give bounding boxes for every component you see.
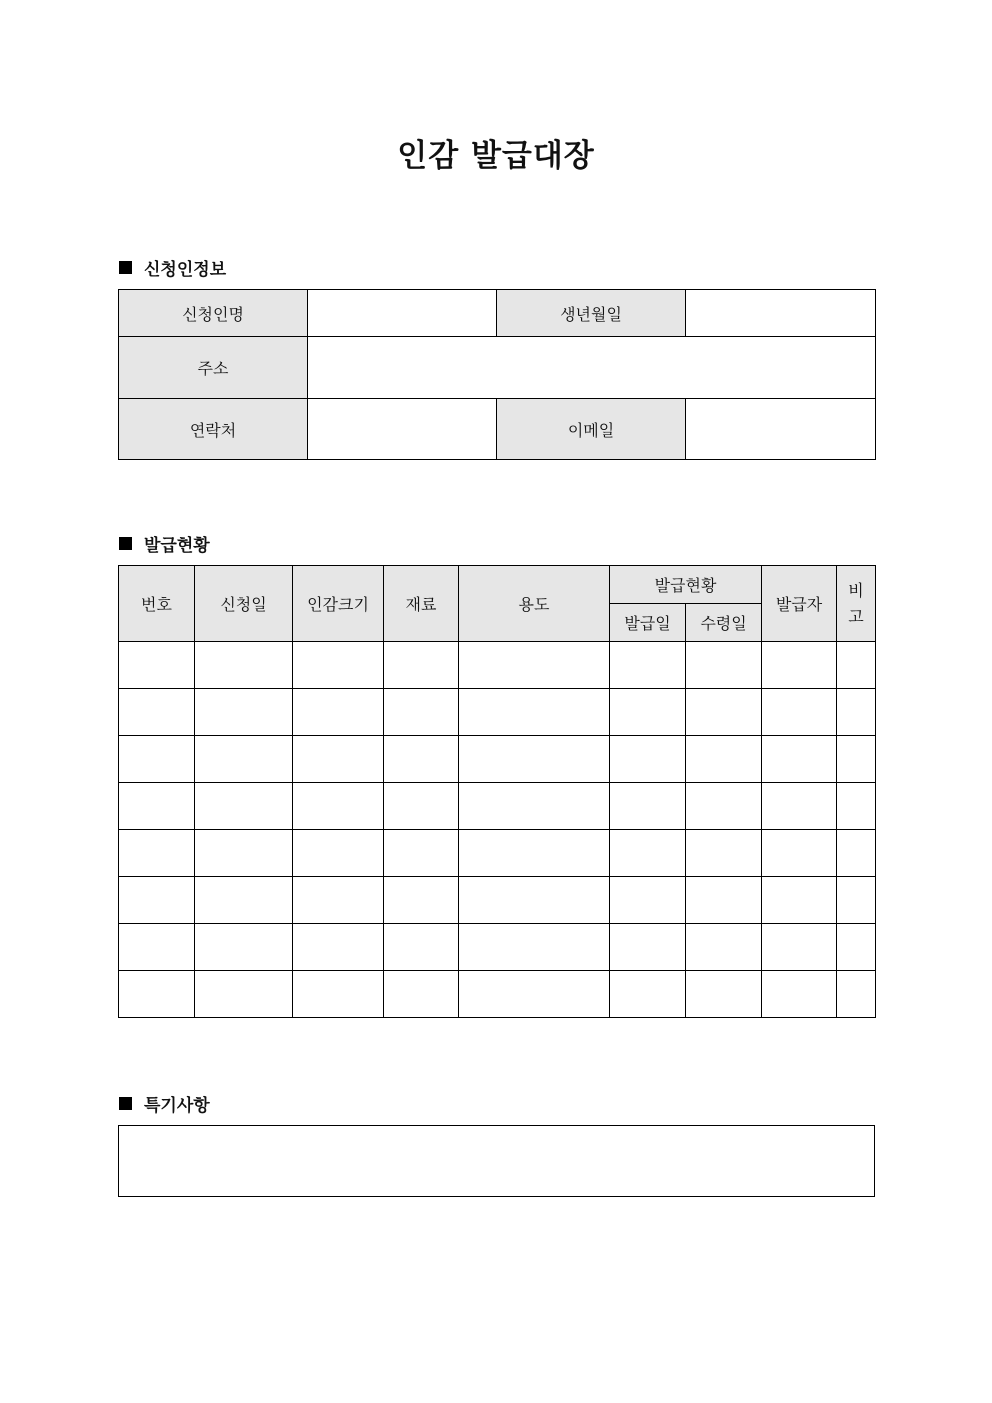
cell-material[interactable] (384, 924, 459, 971)
cell-issuer[interactable] (762, 924, 837, 971)
cell-issue-date[interactable] (610, 877, 686, 924)
cell-issue-date[interactable] (610, 689, 686, 736)
cell-remarks[interactable] (837, 642, 876, 689)
cell-request-date[interactable] (195, 736, 293, 783)
cell-issuer[interactable] (762, 783, 837, 830)
cell-seal-size[interactable] (293, 783, 384, 830)
email-label: 이메일 (497, 399, 686, 460)
cell-request-date[interactable] (195, 877, 293, 924)
col-purpose-header: 용도 (459, 566, 610, 642)
birth-date-field[interactable] (686, 290, 876, 337)
cell-seal-size[interactable] (293, 736, 384, 783)
cell-receipt-date[interactable] (686, 877, 762, 924)
cell-issuer[interactable] (762, 642, 837, 689)
cell-purpose[interactable] (459, 736, 610, 783)
remarks-header-char-2: 고 (848, 606, 864, 626)
cell-remarks[interactable] (837, 689, 876, 736)
cell-receipt-date[interactable] (686, 924, 762, 971)
cell-issuer[interactable] (762, 830, 837, 877)
col-material-header: 재료 (384, 566, 459, 642)
cell-receipt-date[interactable] (686, 642, 762, 689)
cell-material[interactable] (384, 877, 459, 924)
cell-issuer[interactable] (762, 689, 837, 736)
cell-issue-date[interactable] (610, 971, 686, 1018)
cell-purpose[interactable] (459, 830, 610, 877)
cell-number[interactable] (119, 924, 195, 971)
cell-receipt-date[interactable] (686, 971, 762, 1018)
col-number-header: 번호 (119, 566, 195, 642)
cell-receipt-date[interactable] (686, 783, 762, 830)
col-receipt-date-header: 수령일 (686, 604, 762, 642)
table-row (119, 830, 876, 877)
cell-number[interactable] (119, 642, 195, 689)
col-seal-size-header: 인감크기 (293, 566, 384, 642)
square-bullet-icon (119, 537, 132, 550)
cell-seal-size[interactable] (293, 877, 384, 924)
cell-purpose[interactable] (459, 971, 610, 1018)
cell-remarks[interactable] (837, 924, 876, 971)
cell-receipt-date[interactable] (686, 736, 762, 783)
cell-issue-date[interactable] (610, 924, 686, 971)
applicant-info-table (118, 289, 876, 460)
cell-seal-size[interactable] (293, 689, 384, 736)
remarks-section-heading (119, 1091, 210, 1116)
col-issue-date-header: 발급일 (610, 604, 686, 642)
applicant-section-title: 신청인정보 (144, 260, 227, 280)
remarks-textbox[interactable] (118, 1125, 875, 1197)
cell-request-date[interactable] (195, 783, 293, 830)
cell-issue-date[interactable] (610, 736, 686, 783)
remarks-header-char-1: 비 (848, 580, 864, 600)
square-bullet-icon (119, 1097, 132, 1110)
table-row (119, 689, 876, 736)
cell-request-date[interactable] (195, 971, 293, 1018)
contact-field[interactable] (308, 399, 497, 460)
cell-purpose[interactable] (459, 689, 610, 736)
cell-remarks[interactable] (837, 783, 876, 830)
cell-remarks[interactable] (837, 830, 876, 877)
cell-seal-size[interactable] (293, 830, 384, 877)
cell-material[interactable] (384, 736, 459, 783)
remarks-section-title: 특기사항 (144, 1096, 210, 1116)
cell-request-date[interactable] (195, 924, 293, 971)
cell-request-date[interactable] (195, 642, 293, 689)
applicant-name-field[interactable] (308, 290, 497, 337)
cell-number[interactable] (119, 830, 195, 877)
contact-label: 연락처 (119, 399, 308, 460)
cell-number[interactable] (119, 971, 195, 1018)
cell-material[interactable] (384, 830, 459, 877)
table-row (119, 783, 876, 830)
cell-remarks[interactable] (837, 877, 876, 924)
email-field[interactable] (686, 399, 876, 460)
table-row (119, 736, 876, 783)
cell-purpose[interactable] (459, 924, 610, 971)
cell-seal-size[interactable] (293, 642, 384, 689)
cell-issue-date[interactable] (610, 783, 686, 830)
issuance-table (118, 565, 876, 1018)
cell-number[interactable] (119, 877, 195, 924)
cell-material[interactable] (384, 971, 459, 1018)
cell-issuer[interactable] (762, 971, 837, 1018)
table-row (119, 642, 876, 689)
cell-material[interactable] (384, 642, 459, 689)
cell-issue-date[interactable] (610, 642, 686, 689)
page-title: 인감 발급대장 (397, 138, 595, 174)
address-field[interactable] (308, 337, 876, 399)
cell-remarks[interactable] (837, 971, 876, 1018)
table-row (119, 924, 876, 971)
issuance-section-title: 발급현황 (144, 536, 210, 556)
cell-issuer[interactable] (762, 877, 837, 924)
cell-issue-date[interactable] (610, 830, 686, 877)
cell-receipt-date[interactable] (686, 830, 762, 877)
issuance-section-heading (119, 531, 210, 556)
cell-seal-size[interactable] (293, 971, 384, 1018)
cell-purpose[interactable] (459, 783, 610, 830)
cell-request-date[interactable] (195, 830, 293, 877)
cell-seal-size[interactable] (293, 924, 384, 971)
cell-material[interactable] (384, 783, 459, 830)
cell-number[interactable] (119, 783, 195, 830)
col-remarks-header (837, 566, 876, 642)
address-label: 주소 (119, 337, 308, 399)
applicant-section-heading (119, 255, 226, 280)
cell-remarks[interactable] (837, 736, 876, 783)
birth-date-label: 생년월일 (497, 290, 686, 337)
square-bullet-icon (119, 261, 132, 274)
applicant-name-label: 신청인명 (119, 290, 308, 337)
cell-receipt-date[interactable] (686, 689, 762, 736)
col-request-date-header: 신청일 (195, 566, 293, 642)
cell-request-date[interactable] (195, 689, 293, 736)
cell-number[interactable] (119, 689, 195, 736)
cell-purpose[interactable] (459, 877, 610, 924)
table-row (119, 877, 876, 924)
col-status-group-header: 발급현황 (610, 566, 762, 604)
table-row (119, 971, 876, 1018)
col-issuer-header: 발급자 (762, 566, 837, 642)
cell-material[interactable] (384, 689, 459, 736)
cell-number[interactable] (119, 736, 195, 783)
cell-purpose[interactable] (459, 642, 610, 689)
cell-issuer[interactable] (762, 736, 837, 783)
